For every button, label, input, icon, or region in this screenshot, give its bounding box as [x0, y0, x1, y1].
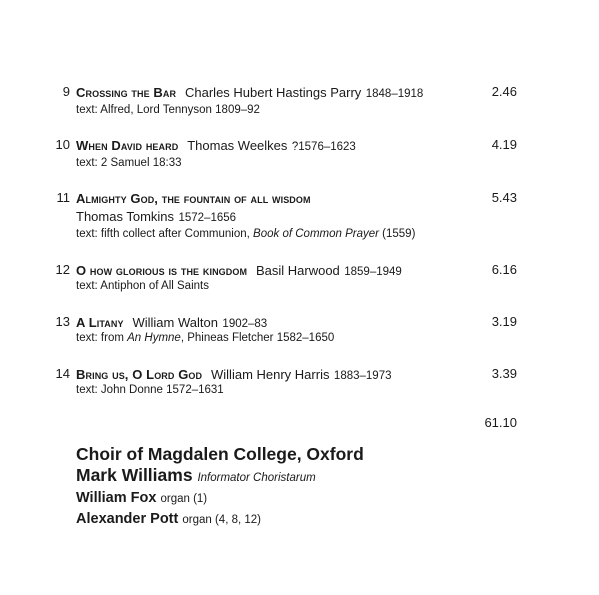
- organist-instrument: organ (4, 8, 12): [182, 514, 262, 526]
- director-line: [76, 465, 364, 488]
- track-duration: 5.43: [491, 190, 517, 205]
- track-number: 13: [55, 314, 70, 329]
- organist-line-1: [76, 488, 364, 509]
- track-number: 9: [62, 84, 70, 99]
- track-text-source: text: Alfred, Lord Tennyson 1809–92: [76, 104, 260, 116]
- track-number: 10: [55, 137, 70, 152]
- track-title: Almighty God, the fountain of all wisdom: [76, 191, 311, 206]
- track-number: 12: [55, 262, 70, 277]
- organist-instrument: organ (1): [160, 493, 208, 505]
- track-duration: 2.46: [491, 84, 517, 99]
- track-composer: William Walton: [132, 315, 218, 330]
- director-role: Informator Choristarum: [197, 472, 316, 484]
- track-number: 14: [55, 366, 70, 381]
- track-text-source: text: fifth collect after Communion, Book of Common Prayer (1559): [76, 228, 416, 240]
- track-number: 11: [56, 190, 70, 205]
- track-duration: 6.16: [491, 262, 517, 277]
- track-composer: Charles Hubert Hastings Parry: [185, 85, 362, 100]
- track-text-source: text: John Donne 1572–1631: [76, 384, 224, 396]
- track-title: O how glorious is the kingdom: [76, 263, 248, 278]
- total-duration: 61.10: [484, 415, 517, 430]
- organist-line-2: [76, 509, 364, 530]
- organist-name: Alexander Pott: [76, 511, 179, 527]
- composer-dates: ?1576–1623: [291, 141, 356, 153]
- composer-dates: 1572–1656: [178, 212, 237, 224]
- track-title: A Litany: [76, 315, 124, 330]
- track-duration: 3.39: [491, 366, 517, 381]
- composer-dates: 1883–1973: [333, 370, 392, 382]
- track-title: Bring us, O Lord God: [76, 367, 203, 382]
- composer-dates: 1848–1918: [365, 88, 424, 100]
- track-composer: Basil Harwood: [255, 263, 340, 278]
- track-title: Crossing the Bar: [76, 85, 177, 100]
- track-composer: William Henry Harris: [211, 367, 330, 382]
- composer-dates: 1902–83: [222, 318, 268, 330]
- track-text-source: text: 2 Samuel 18:33: [76, 157, 182, 169]
- track-duration: 4.19: [491, 137, 517, 152]
- composer-dates: 1859–1949: [344, 266, 402, 278]
- track-title: When David heard: [76, 138, 179, 153]
- track-duration: 3.19: [491, 314, 517, 329]
- track-composer: Thomas Tomkins: [76, 209, 175, 224]
- organist-name: William Fox: [76, 490, 157, 506]
- track-text-source: text: Antiphon of All Saints: [76, 280, 209, 292]
- track-composer: Thomas Weelkes: [187, 138, 288, 153]
- director-name: Mark Williams: [76, 465, 193, 485]
- choir-name: Choir of Magdalen College, Oxford: [76, 444, 364, 464]
- performer-credits: [76, 443, 364, 530]
- track-text-source: text: from An Hymne, Phineas Fletcher 1582–1650: [76, 332, 335, 344]
